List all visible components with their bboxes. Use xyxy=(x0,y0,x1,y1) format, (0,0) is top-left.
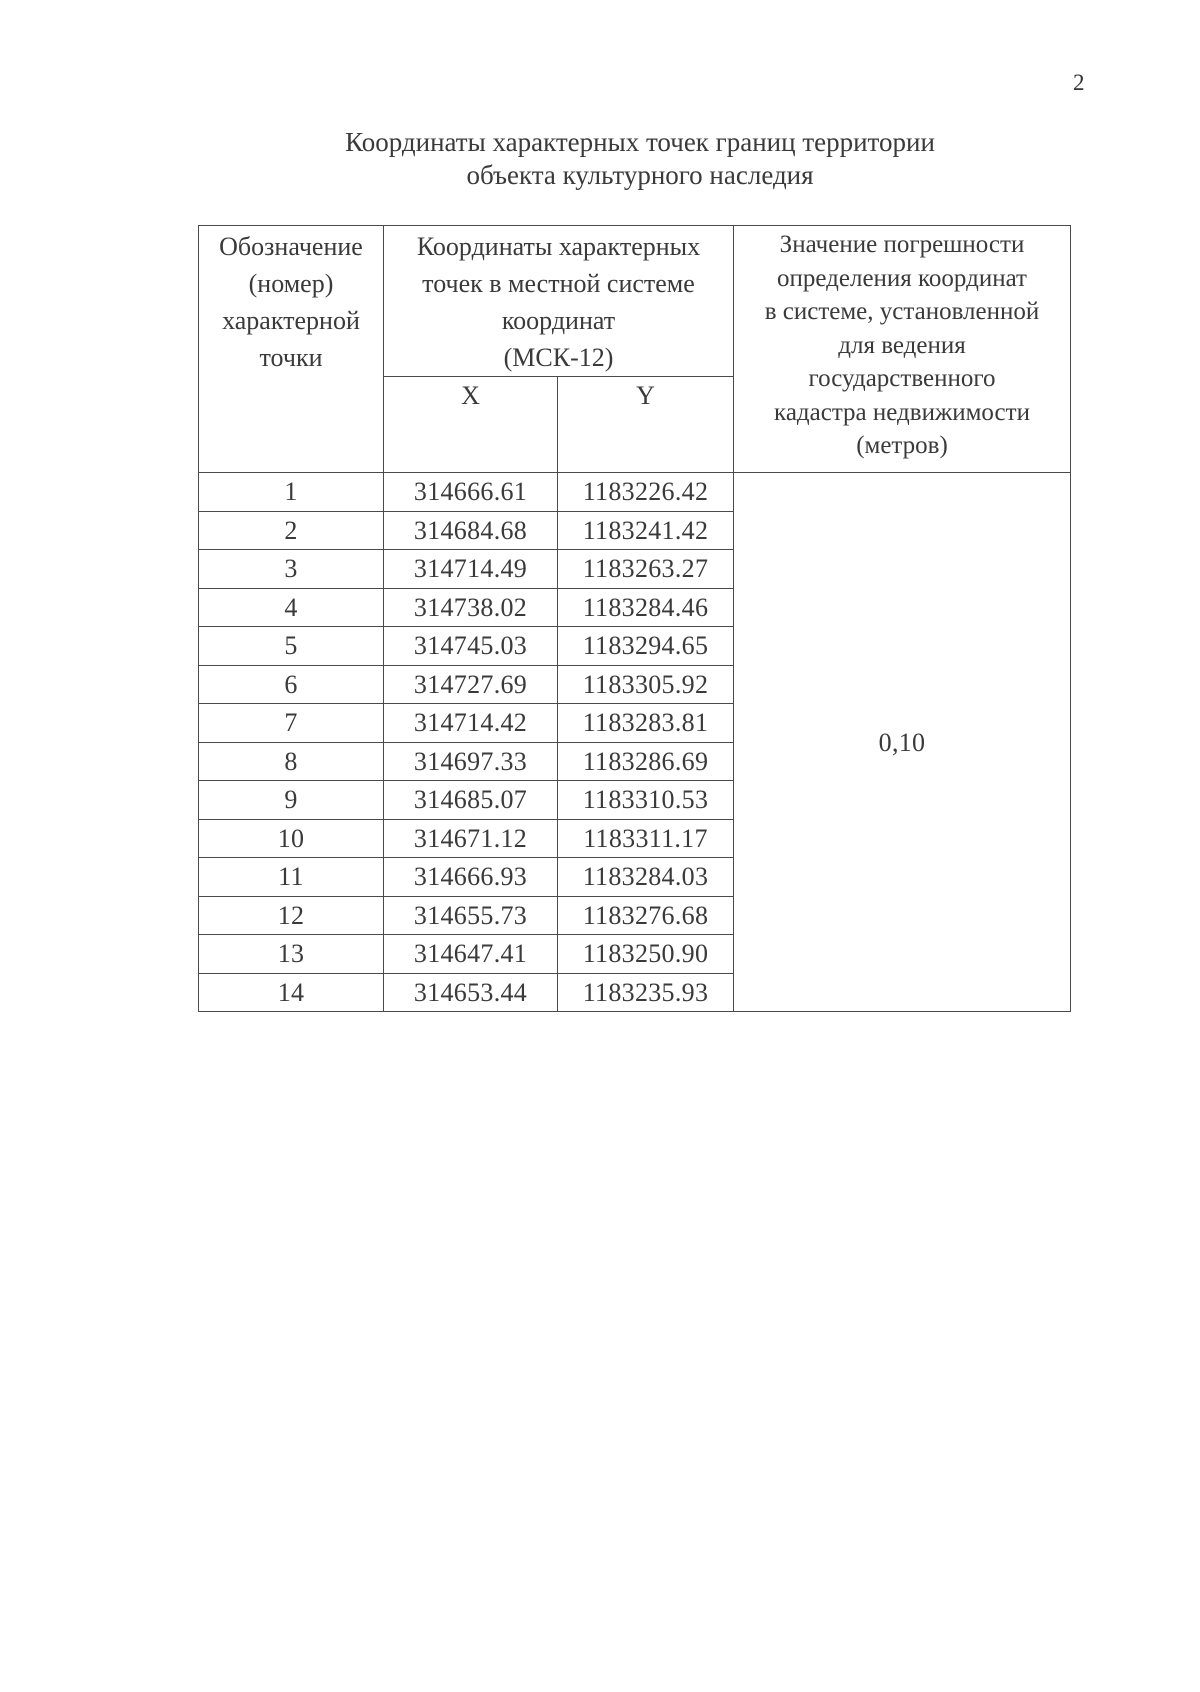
header-text: Координаты характерных xyxy=(416,232,701,261)
title-line-2: объекта культурного наследия xyxy=(466,160,814,190)
header-text: точек в местной системе xyxy=(422,269,695,298)
header-x: X xyxy=(384,377,558,473)
point-number-cell: 13 xyxy=(199,935,384,974)
x-coordinate-cell: 314745.03 xyxy=(384,627,558,666)
point-number-cell: 7 xyxy=(199,704,384,743)
header-y: Y xyxy=(558,377,734,473)
header-coordinates xyxy=(384,226,734,377)
coordinates-table xyxy=(198,225,1071,1012)
table-row xyxy=(199,473,1071,512)
x-coordinate-cell: 314714.42 xyxy=(384,704,558,743)
header-text: в системе, установленной xyxy=(764,298,1040,325)
point-number-cell: 10 xyxy=(199,819,384,858)
y-coordinate-cell: 1183276.68 xyxy=(558,896,734,935)
point-number-cell: 6 xyxy=(199,665,384,704)
point-number-cell: 11 xyxy=(199,858,384,897)
error-value-cell: 0,10 xyxy=(734,473,1071,1012)
point-number-cell: 3 xyxy=(199,550,384,589)
x-coordinate-cell: 314727.69 xyxy=(384,665,558,704)
header-text: кадастра недвижимости xyxy=(774,398,1030,426)
header-text: Обозначение xyxy=(219,232,363,261)
y-coordinate-cell: 1183305.92 xyxy=(558,665,734,704)
point-number-cell: 12 xyxy=(199,896,384,935)
x-coordinate-cell: 314684.68 xyxy=(384,511,558,550)
title-line-1: Координаты характерных точек границ территории xyxy=(345,127,935,157)
point-number-cell: 4 xyxy=(199,588,384,627)
page-number: 2 xyxy=(1073,70,1085,95)
y-coordinate-cell: 1183250.90 xyxy=(558,935,734,974)
header-text: координат xyxy=(501,306,616,335)
x-coordinate-cell: 314666.93 xyxy=(384,858,558,897)
header-text: (номер) xyxy=(248,269,334,298)
y-coordinate-cell: 1183226.42 xyxy=(558,473,734,512)
header-text: точки xyxy=(259,343,323,372)
y-coordinate-cell: 1183283.81 xyxy=(558,704,734,743)
y-coordinate-cell: 1183284.03 xyxy=(558,858,734,897)
x-coordinate-cell: 314714.49 xyxy=(384,550,558,589)
y-coordinate-cell: 1183235.93 xyxy=(558,973,734,1012)
x-coordinate-cell: 314738.02 xyxy=(384,588,558,627)
header-point-number xyxy=(199,226,384,473)
point-number-cell: 9 xyxy=(199,781,384,820)
y-coordinate-cell: 1183286.69 xyxy=(558,742,734,781)
x-coordinate-cell: 314647.41 xyxy=(384,935,558,974)
document-title xyxy=(200,126,1080,192)
header-text: Значение погрешности xyxy=(779,231,1025,258)
point-number-cell: 1 xyxy=(199,473,384,512)
header-text: определения координат xyxy=(777,264,1027,292)
y-coordinate-cell: 1183284.46 xyxy=(558,588,734,627)
header-text: государственного xyxy=(808,365,996,392)
point-number-cell: 2 xyxy=(199,511,384,550)
header-text: (МСК-12) xyxy=(503,343,614,372)
point-number-cell: 8 xyxy=(199,742,384,781)
x-coordinate-cell: 314666.61 xyxy=(384,473,558,512)
header-error-value xyxy=(734,226,1071,473)
y-coordinate-cell: 1183294.65 xyxy=(558,627,734,666)
y-coordinate-cell: 1183241.42 xyxy=(558,511,734,550)
point-number-cell: 5 xyxy=(199,627,384,666)
header-text: (метров) xyxy=(856,432,948,459)
x-coordinate-cell: 314671.12 xyxy=(384,819,558,858)
x-coordinate-cell: 314697.33 xyxy=(384,742,558,781)
x-coordinate-cell: 314653.44 xyxy=(384,973,558,1012)
header-text: характерной xyxy=(222,306,360,335)
table-header xyxy=(199,226,1071,473)
table-body xyxy=(199,473,1071,1012)
y-coordinate-cell: 1183311.17 xyxy=(558,819,734,858)
y-coordinate-cell: 1183263.27 xyxy=(558,550,734,589)
x-coordinate-cell: 314655.73 xyxy=(384,896,558,935)
x-coordinate-cell: 314685.07 xyxy=(384,781,558,820)
point-number-cell: 14 xyxy=(199,973,384,1012)
y-coordinate-cell: 1183310.53 xyxy=(558,781,734,820)
header-text: для ведения xyxy=(838,331,966,359)
